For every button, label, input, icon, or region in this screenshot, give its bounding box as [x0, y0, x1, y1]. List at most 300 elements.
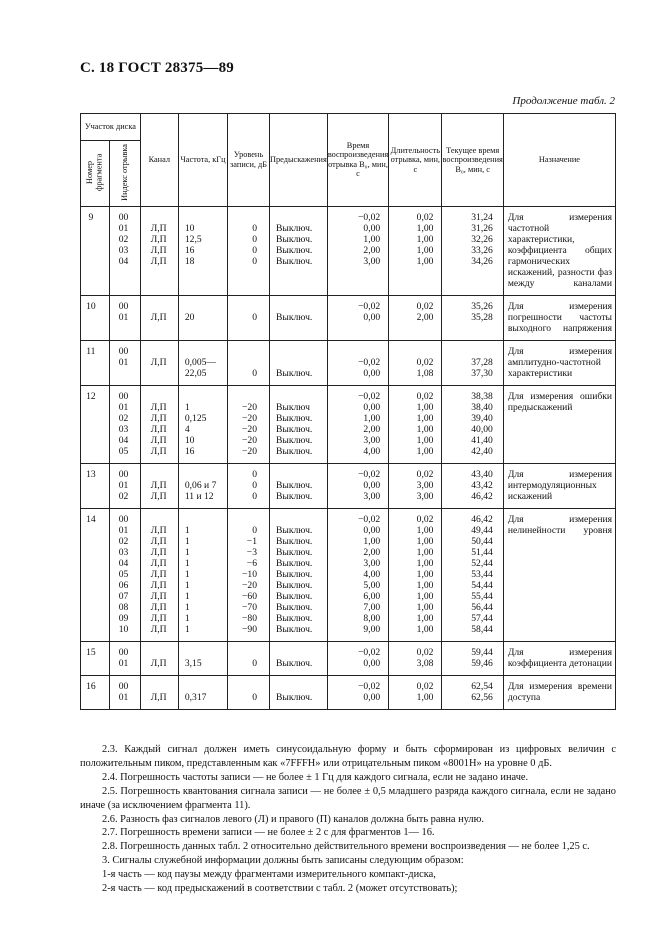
- current-time-cell-line: 35,28: [471, 311, 493, 323]
- preemphasis-cell: [270, 385, 328, 463]
- duration-cell-line: 0,02: [416, 646, 434, 658]
- preemphasis-cell-line: [276, 212, 327, 223]
- start-time-cell-line: 0,00: [363, 479, 381, 491]
- purpose-cell: Для измерения амплитудно-частотной характеристики: [503, 340, 615, 385]
- frequency-cell-line: 12,5: [184, 233, 202, 245]
- preemphasis-cell-line: Выключ.: [276, 579, 313, 591]
- preemphasis-cell-line: [276, 301, 327, 312]
- start-time-cell-line: 4,00: [363, 568, 381, 580]
- index-cell-line: 00: [118, 513, 129, 525]
- purpose-cell: Для измерения коэффициента детонации: [503, 641, 615, 675]
- current-time-cell-line: 40,00: [471, 423, 493, 435]
- index-cell-line: 01: [118, 222, 129, 234]
- start-time-cell: [327, 508, 388, 641]
- level-cell-line: 0: [252, 367, 258, 379]
- current-time-cell-line: 35,26: [471, 300, 493, 312]
- current-time-cell-line: 34,26: [471, 255, 493, 267]
- duration-cell-line: 3,08: [416, 657, 434, 669]
- frequency-cell-line: [185, 301, 227, 312]
- channel-cell-line: Л,П: [150, 623, 167, 635]
- frequency-cell-line: 1: [184, 535, 190, 547]
- preemphasis-cell: [270, 295, 328, 340]
- channel-cell-line: Л,П: [150, 479, 167, 491]
- frequency-cell-line: [185, 391, 227, 402]
- duration-cell-line: 0,02: [416, 356, 434, 368]
- level-cell-line: 0: [252, 468, 258, 480]
- frequency-cell: [178, 508, 227, 641]
- frequency-cell-line: 1: [184, 579, 190, 591]
- note-paragraph: 2.6. Разность фаз сигналов левого (Л) и правого (П) каналов должна быть равна нулю.: [102, 813, 484, 825]
- current-time-cell-line: 62,56: [471, 691, 493, 703]
- level-cell-line: [228, 212, 257, 223]
- frequency-cell-line: 22,05: [184, 367, 207, 379]
- parameters-table: [80, 113, 616, 710]
- channel-cell-line: Л,П: [150, 657, 167, 669]
- level-cell-line: −1: [246, 535, 258, 547]
- level-cell: [228, 641, 270, 675]
- current-time-cell-line: 53,44: [471, 568, 493, 580]
- start-time-cell: [327, 206, 388, 295]
- start-time-cell-line: 0,00: [363, 367, 381, 379]
- duration-cell-line: 1,00: [416, 222, 434, 234]
- start-time-cell-line: −0,02: [358, 513, 381, 525]
- frequency-cell-line: 20: [184, 311, 195, 323]
- preemphasis-cell-line: Выключ.: [276, 233, 313, 245]
- start-time-cell-line: 0,00: [363, 401, 381, 413]
- preemphasis-cell-line: Выключ.: [276, 244, 313, 256]
- index-cell-line: 01: [118, 311, 129, 323]
- current-time-cell-line: 49,44: [471, 524, 493, 536]
- duration-cell: [389, 295, 442, 340]
- index-cell: [109, 385, 140, 463]
- current-time-cell-line: 39,40: [471, 412, 493, 424]
- index-cell-line: 04: [118, 434, 129, 446]
- index-cell-line: 00: [118, 646, 129, 658]
- level-cell-line: 0: [252, 222, 258, 234]
- level-cell: [228, 206, 270, 295]
- start-time-cell-line: −0,02: [358, 646, 381, 658]
- start-time-cell: [327, 385, 388, 463]
- duration-cell-line: 1,00: [416, 233, 434, 245]
- channel-cell-line: Л,П: [150, 255, 167, 267]
- duration-cell-line: 1,00: [416, 691, 434, 703]
- preemphasis-cell: [270, 508, 328, 641]
- current-time-cell-line: 59,46: [471, 657, 493, 669]
- index-cell: [109, 340, 140, 385]
- level-cell: [228, 385, 270, 463]
- frequency-cell-line: [185, 212, 227, 223]
- level-cell-line: [228, 391, 257, 402]
- header-fragment-number: Номер фрагмента: [85, 153, 104, 191]
- channel-cell: [140, 463, 178, 508]
- duration-cell-line: 0,02: [416, 300, 434, 312]
- preemphasis-cell-line: Выключ.: [276, 255, 313, 267]
- index-cell-line: 08: [118, 601, 129, 613]
- level-cell: [228, 508, 270, 641]
- channel-cell-line: [151, 368, 178, 379]
- index-cell-line: 00: [118, 390, 129, 402]
- current-time-cell-line: [442, 346, 492, 357]
- index-cell-line: 02: [118, 233, 129, 245]
- duration-cell-line: 0,02: [416, 390, 434, 402]
- level-cell: [228, 675, 270, 709]
- duration-cell-line: [389, 346, 433, 357]
- duration-cell-line: 1,00: [416, 612, 434, 624]
- duration-cell-line: 0,02: [416, 468, 434, 480]
- page-header: С. 18 ГОСТ 28375—89: [80, 60, 234, 76]
- frequency-cell-line: [185, 469, 227, 480]
- preemphasis-cell-line: Выключ.: [276, 412, 313, 424]
- index-cell-line: 03: [118, 546, 129, 558]
- index-cell-line: 09: [118, 612, 129, 624]
- current-time-cell-line: 37,30: [471, 367, 493, 379]
- channel-cell: [140, 641, 178, 675]
- current-time-cell-line: 33,26: [471, 244, 493, 256]
- start-time-cell-line: 3,00: [363, 434, 381, 446]
- level-cell-line: −20: [242, 423, 258, 435]
- start-time-cell-line: 0,00: [363, 691, 381, 703]
- channel-cell-line: Л,П: [150, 233, 167, 245]
- frequency-cell-line: 10: [184, 222, 195, 234]
- header-excerpt-index: Индекс отрывка: [120, 143, 129, 201]
- duration-cell-line: 3,00: [416, 479, 434, 491]
- channel-cell: [140, 340, 178, 385]
- channel-cell-line: Л,П: [150, 434, 167, 446]
- preemphasis-cell: [270, 675, 328, 709]
- header-level: Уровень записи, дБ: [228, 114, 270, 207]
- level-cell-line: −70: [242, 601, 258, 613]
- duration-cell: [389, 641, 442, 675]
- start-time-cell-line: 0,00: [363, 524, 381, 536]
- frequency-cell-line: 0,317: [184, 691, 207, 703]
- duration-cell-line: 1,00: [416, 557, 434, 569]
- index-cell: [109, 508, 140, 641]
- channel-cell-line: Л,П: [150, 612, 167, 624]
- duration-cell: [389, 385, 442, 463]
- level-cell-line: −20: [242, 412, 258, 424]
- level-cell-line: 0: [252, 657, 258, 669]
- level-cell-line: −20: [242, 401, 258, 413]
- channel-cell-line: [151, 681, 178, 692]
- start-time-cell-line: 3,00: [363, 490, 381, 502]
- current-time-cell-line: 31,26: [471, 222, 493, 234]
- current-time-cell-line: 38,38: [471, 390, 493, 402]
- duration-cell-line: 1,00: [416, 579, 434, 591]
- frequency-cell-line: 4: [184, 423, 190, 435]
- channel-cell-line: [151, 391, 178, 402]
- index-cell-line: 02: [118, 535, 129, 547]
- frequency-cell-line: 0,125: [184, 412, 207, 424]
- fragment-number-cell: 10: [81, 295, 110, 340]
- channel-cell-line: Л,П: [150, 579, 167, 591]
- level-cell-line: [228, 514, 257, 525]
- current-time-cell-line: 31,24: [471, 211, 493, 223]
- preemphasis-cell-line: [276, 357, 327, 368]
- header-channel: Канал: [140, 114, 178, 207]
- index-cell-line: 02: [118, 412, 129, 424]
- preemphasis-cell-line: [276, 681, 327, 692]
- frequency-cell-line: 11 и 12: [184, 490, 214, 502]
- duration-cell: [389, 463, 442, 508]
- channel-cell: [140, 508, 178, 641]
- frequency-cell: [178, 675, 227, 709]
- start-time-cell-line: 6,00: [363, 590, 381, 602]
- index-cell-line: [119, 368, 140, 379]
- note-paragraph: 2.7. Погрешность времени записи — не более ± 2 с для фрагментов 1— 16.: [102, 827, 435, 839]
- level-cell-line: −6: [246, 557, 258, 569]
- frequency-cell: [178, 340, 227, 385]
- current-time-cell-line: 41,40: [471, 434, 493, 446]
- start-time-cell-line: 1,00: [363, 233, 381, 245]
- table-row: [81, 295, 616, 340]
- channel-cell-line: Л,П: [150, 691, 167, 703]
- preemphasis-cell: [270, 463, 328, 508]
- duration-cell-line: 1,00: [416, 401, 434, 413]
- start-time-cell: [327, 675, 388, 709]
- level-cell-line: 0: [252, 244, 258, 256]
- preemphasis-cell-line: Выключ.: [276, 657, 313, 669]
- index-cell-line: 10: [118, 623, 129, 635]
- start-time-cell-line: 3,00: [363, 557, 381, 569]
- index-cell-line: 06: [118, 579, 129, 591]
- level-cell-line: [228, 681, 257, 692]
- level-cell-line: 0: [252, 479, 258, 491]
- channel-cell: [140, 385, 178, 463]
- frequency-cell-line: 1: [184, 546, 190, 558]
- duration-cell: [389, 340, 442, 385]
- frequency-cell: [178, 206, 227, 295]
- index-cell: [109, 675, 140, 709]
- header-duration: Длительность отрывка, мин, с: [389, 114, 442, 207]
- table-row: [81, 385, 616, 463]
- channel-cell-line: [151, 346, 178, 357]
- preemphasis-cell: [270, 641, 328, 675]
- level-cell-line: 0: [252, 255, 258, 267]
- channel-cell-line: Л,П: [150, 412, 167, 424]
- channel-cell-line: [151, 647, 178, 658]
- current-time-cell-line: 58,44: [471, 623, 493, 635]
- duration-cell-line: 3,00: [416, 490, 434, 502]
- current-time-cell-line: 62,54: [471, 680, 493, 692]
- channel-cell-line: Л,П: [150, 601, 167, 613]
- duration-cell: [389, 206, 442, 295]
- channel-cell-line: Л,П: [150, 568, 167, 580]
- preemphasis-cell-line: [276, 346, 327, 357]
- frequency-cell-line: 1: [184, 623, 190, 635]
- frequency-cell-line: 1: [184, 524, 190, 536]
- level-cell-line: −3: [246, 546, 258, 558]
- index-cell: [109, 463, 140, 508]
- current-time-cell-line: 46,42: [471, 513, 493, 525]
- current-time-cell: [442, 385, 503, 463]
- start-time-cell: [327, 295, 388, 340]
- level-cell-line: −90: [242, 623, 258, 635]
- frequency-cell-line: [185, 514, 227, 525]
- fragment-number-cell: 16: [81, 675, 110, 709]
- preemphasis-cell-line: [276, 469, 327, 480]
- header-frequency: Частота, кГц: [178, 114, 227, 207]
- start-time-cell-line: 2,00: [363, 423, 381, 435]
- current-time-cell-line: 43,42: [471, 479, 493, 491]
- duration-cell-line: 1,00: [416, 445, 434, 457]
- table-row: [81, 675, 616, 709]
- channel-cell: [140, 675, 178, 709]
- purpose-cell: Для измерения интермодуляционных искажений: [503, 463, 615, 508]
- level-cell-line: [228, 301, 257, 312]
- start-time-cell: [327, 463, 388, 508]
- current-time-cell: [442, 675, 503, 709]
- preemphasis-cell-line: Выключ.: [276, 601, 313, 613]
- channel-cell-line: [151, 212, 178, 223]
- current-time-cell-line: 37,28: [471, 356, 493, 368]
- preemphasis-cell-line: Выключ.: [276, 623, 313, 635]
- index-cell-line: 00: [118, 468, 129, 480]
- preemphasis-cell-line: Выключ.: [276, 691, 313, 703]
- channel-cell-line: Л,П: [150, 244, 167, 256]
- index-cell-line: 03: [118, 423, 129, 435]
- current-time-cell-line: 43,40: [471, 468, 493, 480]
- current-time-cell-line: 54,44: [471, 579, 493, 591]
- start-time-cell-line: 0,00: [363, 222, 381, 234]
- current-time-cell-line: 46,42: [471, 490, 493, 502]
- level-cell-line: [228, 647, 257, 658]
- preemphasis-cell-line: Выключ.: [276, 311, 313, 323]
- current-time-cell: [442, 340, 503, 385]
- index-cell-line: 00: [118, 211, 129, 223]
- preemphasis-cell-line: [276, 647, 327, 658]
- frequency-cell-line: 0,005—: [184, 356, 217, 368]
- preemphasis-cell-line: Выключ.: [276, 445, 313, 457]
- index-cell-line: 03: [118, 244, 129, 256]
- level-cell: [228, 340, 270, 385]
- frequency-cell-line: [185, 681, 227, 692]
- duration-cell-line: 1,00: [416, 423, 434, 435]
- frequency-cell-line: 18: [184, 255, 195, 267]
- preemphasis-cell-line: Выключ.: [276, 568, 313, 580]
- current-time-cell-line: 51,44: [471, 546, 493, 558]
- purpose-cell: Для измерения погрешности частоты выходного напряжения: [503, 295, 615, 340]
- duration-cell-line: 1,00: [416, 601, 434, 613]
- frequency-cell-line: 16: [184, 244, 195, 256]
- preemphasis-cell-line: Выключ.: [276, 557, 313, 569]
- index-cell-line: 01: [118, 401, 129, 413]
- fragment-number-cell: 15: [81, 641, 110, 675]
- start-time-cell-line: 7,00: [363, 601, 381, 613]
- level-cell-line: −60: [242, 590, 258, 602]
- level-cell-line: [228, 357, 257, 368]
- start-time-cell-line: −0,02: [358, 468, 381, 480]
- channel-cell: [140, 295, 178, 340]
- index-cell-line: 01: [118, 657, 129, 669]
- current-time-cell-line: 56,44: [471, 601, 493, 613]
- index-cell-line: 02: [118, 490, 129, 502]
- channel-cell-line: Л,П: [150, 590, 167, 602]
- start-time-cell-line: 2,00: [363, 244, 381, 256]
- start-time-cell: [327, 641, 388, 675]
- frequency-cell-line: 0,06 и 7: [184, 479, 217, 491]
- header-start-time: Время воспроизведения отрывка B₀, мин, с: [327, 114, 388, 207]
- channel-cell-line: Л,П: [150, 557, 167, 569]
- preemphasis-cell: [270, 206, 328, 295]
- start-time-cell-line: −0,02: [358, 390, 381, 402]
- duration-cell-line: 0,02: [416, 513, 434, 525]
- duration-cell-line: 1,08: [416, 367, 434, 379]
- preemphasis-cell-line: Выключ.: [276, 367, 313, 379]
- index-cell-line: 04: [118, 557, 129, 569]
- duration-cell-line: 1,00: [416, 434, 434, 446]
- level-cell-line: 0: [252, 524, 258, 536]
- index-cell-line: 01: [118, 356, 129, 368]
- index-cell: [109, 206, 140, 295]
- level-cell-line: [228, 346, 257, 357]
- index-cell-line: 04: [118, 255, 129, 267]
- current-time-cell: [442, 641, 503, 675]
- current-time-cell-line: 50,44: [471, 535, 493, 547]
- index-cell-line: 07: [118, 590, 129, 602]
- duration-cell-line: 1,00: [416, 255, 434, 267]
- frequency-cell-line: 10: [184, 434, 195, 446]
- index-cell: [109, 641, 140, 675]
- level-cell-line: 0: [252, 490, 258, 502]
- frequency-cell: [178, 385, 227, 463]
- current-time-cell-line: 59,44: [471, 646, 493, 658]
- preemphasis-cell-line: [276, 514, 327, 525]
- preemphasis-cell-line: Выключ.: [276, 479, 313, 491]
- preemphasis-cell: [270, 340, 328, 385]
- purpose-cell: Для измерения нелинейности уровня: [503, 508, 615, 641]
- channel-cell-line: Л,П: [150, 490, 167, 502]
- channel-cell-line: [151, 514, 178, 525]
- current-time-cell-line: 38,40: [471, 401, 493, 413]
- preemphasis-cell-line: Выключ.: [276, 222, 313, 234]
- level-cell-line: 0: [252, 311, 258, 323]
- level-cell-line: 0: [252, 233, 258, 245]
- purpose-cell: Для измерения ошибки предыскажений: [503, 385, 615, 463]
- start-time-cell-line: 3,00: [363, 255, 381, 267]
- note-paragraph: 3. Сигналы служебной информации должны быть записаны следующим образом:: [102, 855, 464, 867]
- start-time-cell-line: −0,02: [358, 211, 381, 223]
- fragment-number-cell: 13: [81, 463, 110, 508]
- frequency-cell: [178, 295, 227, 340]
- start-time-cell-line: 5,00: [363, 579, 381, 591]
- frequency-cell-line: [185, 647, 227, 658]
- table-row: [81, 641, 616, 675]
- level-cell-line: −20: [242, 579, 258, 591]
- current-time-cell-line: 55,44: [471, 590, 493, 602]
- index-cell-line: 01: [118, 524, 129, 536]
- preemphasis-cell-line: Выключ.: [276, 434, 313, 446]
- index-cell-line: 05: [118, 568, 129, 580]
- start-time-cell-line: −0,02: [358, 300, 381, 312]
- header-section: Участок диска: [81, 114, 141, 141]
- frequency-cell-line: 1: [184, 557, 190, 569]
- current-time-cell: [442, 508, 503, 641]
- note-paragraph: 2.3. Каждый сигнал должен иметь синусоидальную форму и быть сформирован из цифровых величин с положительным пиком, представленным как «7FFFH» или отрицательным пиком «8001H» на уровне 0 дБ.: [80, 744, 616, 769]
- note-paragraph: 1-я часть — код паузы между фрагментами измерительного компакт-диска,: [102, 869, 436, 881]
- frequency-cell-line: 16: [184, 445, 195, 457]
- frequency-cell-line: 1: [184, 612, 190, 624]
- channel-cell-line: Л,П: [150, 535, 167, 547]
- start-time-cell-line: 9,00: [363, 623, 381, 635]
- preemphasis-cell-line: Выключ.: [276, 535, 313, 547]
- preemphasis-cell-line: [276, 391, 327, 402]
- level-cell-line: −80: [242, 612, 258, 624]
- index-cell-line: 05: [118, 445, 129, 457]
- preemphasis-cell-line: Выключ.: [276, 423, 313, 435]
- preemphasis-cell-line: Выключ.: [276, 612, 313, 624]
- frequency-cell-line: 1: [184, 601, 190, 613]
- start-time-cell-line: 0,00: [363, 657, 381, 669]
